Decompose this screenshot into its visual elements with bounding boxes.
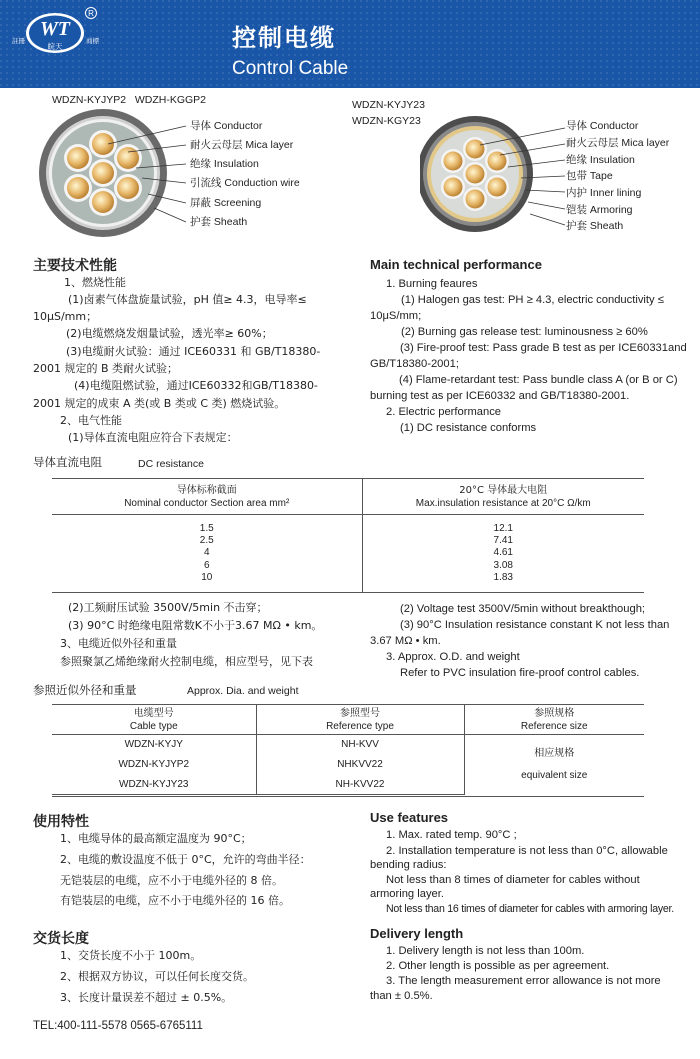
- perf-en-line: (4) Flame-retardant test: Pass bundle class A (or B or C): [399, 374, 678, 386]
- dc-area-value: 2.5: [199, 535, 214, 547]
- voltage-cn-line: 参照聚氯乙烯绝缘耐火控制电缆，相应型号，见下表: [60, 655, 313, 668]
- dc-resistance-table: [52, 478, 644, 593]
- voltage-en-line: Refer to PVC insulation fire-proof control cables.: [400, 667, 640, 679]
- use-heading-en: Use features: [370, 810, 449, 825]
- svg-text:WT: WT: [40, 18, 70, 40]
- dc-col1-cn: 导体标称截面: [176, 484, 237, 496]
- use-cn-line: 2、电缆的敷设温度不低于 0°C，允许的弯曲半径：: [60, 853, 311, 866]
- delivery-heading-cn: 交货长度: [33, 931, 89, 947]
- svg-text:註冊: 註冊: [12, 37, 25, 45]
- voltage-cn-line: (3) 90°C 时绝缘电阻常数K不小于3.67 MΩ • km。: [68, 619, 323, 632]
- voltage-en-line: 3. Approx. O.D. and weight: [386, 651, 520, 663]
- delivery-en-line: 3. The length measurement error allowance is not more: [386, 975, 661, 987]
- perf-en-line: GB/T18380-2001;: [370, 358, 459, 370]
- dc-resistance-value: 12.1: [493, 522, 513, 534]
- delivery-cn-line: 2、根据双方协议，可以任何长度交货。: [60, 970, 254, 983]
- dc-area-value: 10: [201, 571, 213, 583]
- delivery-cn-line: 3、长度计量误差不超过 ± 0.5%。: [60, 991, 233, 1004]
- left-label-mica: 耐火云母层 Mica layer: [190, 139, 294, 151]
- voltage-en-line: (3) 90°C Insulation resistance constant K not less than: [400, 619, 670, 631]
- right-label-sheath: 护套 Sheath: [566, 220, 624, 232]
- delivery-en-line: 2. Other length is possible as per agreement.: [386, 960, 610, 972]
- dc-col2-cn: 20°C 导体最大电阻: [459, 484, 548, 496]
- right-label-armoring: 铠装 Armoring: [566, 204, 633, 216]
- od-col3-cn: 参照规格: [534, 707, 575, 719]
- svg-text:商標: 商標: [86, 37, 99, 45]
- left-label-sheath: 护套 Sheath: [190, 216, 248, 228]
- dc-area-value: 4: [203, 547, 210, 559]
- use-heading-cn: 使用特性: [33, 814, 89, 830]
- perf-en-line: (1) Halogen gas test: PH ≥ 4.3, electric conductivity ≤: [401, 294, 664, 306]
- od-size-en: equivalent size: [521, 769, 588, 781]
- od-col3-en: Reference size: [520, 720, 588, 732]
- performance-heading-cn: 主要技术性能: [33, 258, 117, 274]
- od-col2-cn: 参照型号: [340, 707, 380, 719]
- od-reference-type: NHKVV22: [256, 755, 464, 775]
- perf-cn-line: 2001 规定的成束 A 类(或 B 类或 C 类) 燃烧试验。: [33, 397, 286, 410]
- footer-tel: TEL:400-111-5578 0565-6765111: [33, 1020, 203, 1032]
- dc-area-value: 1.5: [199, 522, 214, 534]
- left-label-insulation: 绝缘 Insulation: [190, 158, 259, 170]
- od-col1-cn: 电缆型号: [133, 707, 174, 719]
- od-table-title-en: Approx. Dia. and weight: [187, 685, 299, 697]
- svg-text:R: R: [88, 9, 94, 18]
- od-size-cn: 相应规格: [534, 747, 575, 759]
- dc-col2-en: Max.insulation resistance at 20°C Ω/km: [415, 497, 591, 509]
- perf-en-line: (2) Burning gas release test: luminousness ≥ 60%: [401, 326, 648, 338]
- perf-cn-line: 2001 规定的 B 类耐火试验；: [33, 362, 179, 375]
- delivery-en-line: 1. Delivery length is not less than 100m.: [386, 945, 585, 957]
- use-en-line: Not less than 8 times of diameter for cables without: [386, 874, 640, 886]
- use-en-line: 2. Installation temperature is not less than 0°C, allowable: [386, 845, 668, 857]
- od-cable-type: WDZN-KYJY: [124, 739, 183, 751]
- perf-cn-line: (2)电缆燃烧发烟量试验，透光率≥ 60%；: [66, 327, 273, 340]
- perf-cn-line: (4)电缆阻燃试验，通过ICE60332和GB/T18380-: [74, 379, 318, 392]
- performance-heading-en: Main technical performance: [370, 257, 542, 272]
- perf-cn-line: (1)导体直流电阻应符合下表规定：: [68, 431, 238, 444]
- perf-cn-line: (3)电缆耐火试验：通过 ICE60331 和 GB/T18380-: [66, 345, 321, 358]
- od-cable-type: WDZN-KYJYP2: [118, 759, 190, 770]
- use-cn-line: 1、电缆导体的最高额定温度为 90°C；: [60, 832, 252, 845]
- voltage-cn-line: 3、电缆近似外径和重量: [60, 637, 177, 650]
- use-cn-line: 有铠装层的电缆，应不小于电缆外径的 16 倍。: [60, 894, 290, 907]
- perf-en-line: 10μS/mm;: [370, 310, 422, 322]
- voltage-en-line: 3.67 MΩ • km.: [370, 635, 441, 647]
- dc-resistance-value: 7.41: [493, 535, 513, 547]
- delivery-heading-en: Delivery length: [370, 926, 464, 941]
- svg-text:皖天: 皖天: [47, 42, 63, 51]
- perf-cn-line: 2、电气性能: [60, 414, 122, 427]
- title-cn: 控制电缆: [232, 24, 336, 52]
- voltage-cn-line: (2)工频耐压试验 3500V/5min 不击穿；: [68, 601, 268, 614]
- od-cable-type: WDZN-KYJY23: [52, 775, 256, 795]
- delivery-en-line: than ± 0.5%.: [370, 990, 433, 1002]
- left-model-names: WDZN-KYJYP2 WDZH-KGGP2: [52, 94, 207, 106]
- perf-en-line: 2. Electric performance: [386, 406, 502, 418]
- header-banner: [0, 0, 700, 88]
- left-label-screening: 屏蔽 Screening: [190, 197, 262, 209]
- od-weight-table: [52, 704, 644, 795]
- use-en-line: bending radius:: [370, 859, 447, 871]
- right-model-1: WDZN-KYJY23: [352, 99, 425, 111]
- dc-resistance-value: 1.83: [493, 571, 513, 583]
- od-col2-en: Reference type: [326, 720, 394, 732]
- od-reference-type: NH-KVV: [256, 735, 464, 755]
- left-label-conduction-wire: 引流线 Conduction wire: [190, 177, 300, 189]
- company-logo: [8, 6, 103, 56]
- perf-en-line: (3) Fire-proof test: Pass grade B test as per ICE60331and: [400, 342, 687, 354]
- od-col1-en: Cable type: [129, 720, 178, 732]
- delivery-cn-line: 1、交货长度不小于 100m。: [60, 949, 202, 962]
- use-en-line: 1. Max. rated temp. 90°C ;: [386, 829, 517, 841]
- dc-col1-en: Nominal conductor Section area mm²: [124, 497, 290, 509]
- left-label-conductor: 导体 Conductor: [190, 120, 263, 132]
- dc-table-title-en: DC resistance: [138, 458, 204, 470]
- od-reference-type: NH-KVV22: [256, 775, 464, 795]
- perf-cn-line: (1)卤素气体盘旋量试验，pH 值≥ 4.3，电导率≤: [68, 293, 307, 306]
- perf-en-line: (1) DC resistance conforms: [400, 422, 537, 434]
- right-label-inner-lining: 内护 Inner lining: [566, 187, 642, 199]
- od-table-title-cn: 参照近似外径和重量: [33, 683, 137, 697]
- cable-cross-section-right: [420, 112, 570, 242]
- od-table-bottom-rule: [52, 796, 644, 797]
- perf-en-line: 1. Burning feaures: [386, 278, 478, 290]
- dc-resistance-value: 4.61: [493, 547, 513, 559]
- perf-cn-line: 10μS/mm；: [33, 310, 98, 323]
- perf-en-line: burning test as per ICE60332 and GB/T18380-2001.: [370, 390, 630, 402]
- right-label-insulation: 绝缘 Insulation: [566, 154, 635, 166]
- perf-cn-line: 1、燃烧性能: [64, 276, 126, 289]
- use-en-line: Not less than 16 times of diameter for cables with armoring layer.: [386, 903, 674, 915]
- right-label-conductor: 导体 Conductor: [566, 120, 639, 132]
- right-label-tape: 包带 Tape: [566, 170, 613, 182]
- dc-table-title-cn: 导体直流电阻: [33, 455, 102, 469]
- right-label-mica: 耐火云母层 Mica layer: [566, 137, 670, 149]
- title-en: Control Cable: [232, 58, 349, 79]
- use-en-line: armoring layer.: [370, 888, 444, 900]
- dc-area-value: 6: [203, 559, 210, 571]
- dc-resistance-value: 3.08: [493, 559, 513, 571]
- use-cn-line: 无铠装层的电缆，应不小于电缆外径的 8 倍。: [60, 874, 283, 887]
- right-model-2: WDZN-KGY23: [352, 115, 421, 127]
- voltage-en-line: (2) Voltage test 3500V/5min without breakthough;: [400, 603, 646, 615]
